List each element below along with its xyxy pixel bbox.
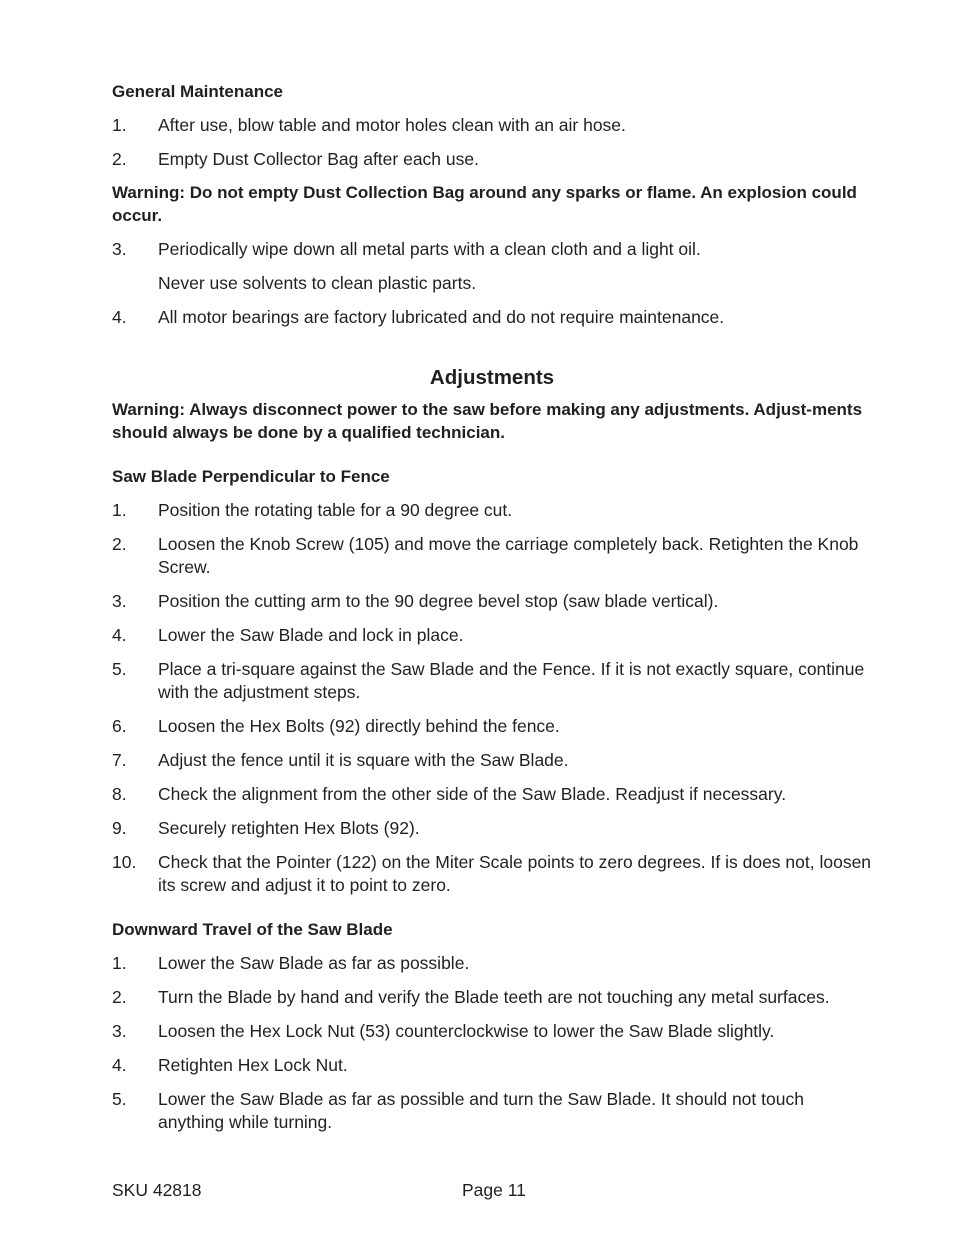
list-item-number: 5. (112, 1089, 127, 1109)
list-item (112, 952, 872, 975)
list-item-text: Place a tri-square against the Saw Blade and the Fence. If it is not exactly square, continue with the adjustment steps. (158, 659, 865, 702)
page-number: Page 11 (462, 1180, 526, 1200)
list-item-number: 4. (112, 307, 127, 327)
list-item-number: 7. (112, 750, 127, 770)
list-item (112, 1088, 872, 1134)
list-item-number: 4. (112, 625, 127, 645)
list-item-number: 4. (112, 1055, 127, 1075)
dust-bag-warning: Warning: Do not empty Dust Collection Bag around any sparks or flame. An explosion could occur. (112, 183, 857, 225)
list-item (112, 590, 872, 613)
list-item-text: Position the rotating table for a 90 degree cut. (158, 500, 513, 520)
list-item (112, 533, 872, 579)
general-maintenance-heading: General Maintenance (112, 82, 284, 101)
list-item-text: Position the cutting arm to the 90 degree bevel stop (saw blade vertical). (158, 591, 719, 611)
list-item (112, 1054, 872, 1077)
list-item-number: 1. (112, 500, 127, 520)
perpendicular-heading: Saw Blade Perpendicular to Fence (112, 467, 390, 486)
list-item (112, 749, 872, 772)
list-item-number: 9. (112, 818, 127, 838)
list-item (112, 658, 872, 704)
list-item-text: Empty Dust Collector Bag after each use. (158, 149, 479, 169)
list-item-text: Retighten Hex Lock Nut. (158, 1055, 348, 1075)
list-item (112, 1020, 872, 1043)
perpendicular-list (112, 499, 872, 897)
list-item (112, 986, 872, 1009)
list-item-text: Turn the Blade by hand and verify the Blade teeth are not touching any metal surfaces. (158, 987, 830, 1007)
list-item-text: Check the alignment from the other side of the Saw Blade. Readjust if necessary. (158, 784, 787, 804)
list-item-number: 3. (112, 591, 127, 611)
list-item-number: 6. (112, 716, 127, 736)
list-item-number: 8. (112, 784, 127, 804)
list-item-text: After use, blow table and motor holes clean with an air hose. (158, 115, 626, 135)
list-item-number: 5. (112, 659, 127, 679)
list-item-text: Check that the Pointer (122) on the Miter Scale points to zero degrees. If is does not, loosen its screw and adjust it to point to zero. (158, 852, 872, 895)
list-item-number: 3. (112, 1021, 127, 1041)
list-item-text: Lower the Saw Blade as far as possible and turn the Saw Blade. It should not touch anything while turning. (158, 1089, 804, 1132)
list-item-number: 3. (112, 239, 127, 259)
list-item (112, 783, 872, 806)
list-item-number: 1. (112, 953, 127, 973)
sku-number: SKU 42818 (112, 1180, 202, 1200)
manual-page (112, 81, 872, 1145)
list-item-number: 10. (112, 852, 137, 872)
list-item-text: Periodically wipe down all metal parts with a clean cloth and a light oil. (158, 239, 701, 259)
list-item-number: 1. (112, 115, 127, 135)
list-item-number: 2. (112, 987, 127, 1007)
list-item-text: Adjust the fence until it is square with the Saw Blade. (158, 750, 569, 770)
downward-travel-list (112, 952, 872, 1134)
list-item-number: 2. (112, 149, 127, 169)
list-item (112, 851, 872, 897)
list-item (112, 306, 872, 329)
list-item-text: Loosen the Knob Screw (105) and move the carriage completely back. Retighten the Knob Screw. (158, 534, 859, 577)
list-item-text: All motor bearings are factory lubricated and do not require maintenance. (158, 307, 725, 327)
list-item-text: Lower the Saw Blade as far as possible. (158, 953, 470, 973)
list-item (112, 817, 872, 840)
downward-travel-heading: Downward Travel of the Saw Blade (112, 920, 393, 939)
list-item-number: 2. (112, 534, 127, 554)
list-item-text: Lower the Saw Blade and lock in place. (158, 625, 464, 645)
list-item-continuation: Never use solvents to clean plastic parts. (158, 273, 477, 293)
list-item (112, 499, 872, 522)
list-item (112, 114, 872, 137)
list-item-text: Securely retighten Hex Blots (92). (158, 818, 420, 838)
page-footer (112, 1179, 872, 1203)
list-item (112, 148, 872, 171)
list-item (112, 238, 872, 261)
power-disconnect-warning: Warning: Always disconnect power to the saw before making any adjustments. Adjust-ments should always be done by a qualified technician. (112, 400, 863, 442)
list-item-text: Loosen the Hex Bolts (92) directly behind the fence. (158, 716, 560, 736)
list-item-text: Loosen the Hex Lock Nut (53) counterclockwise to lower the Saw Blade slightly. (158, 1021, 775, 1041)
list-item (112, 715, 872, 738)
adjustments-title: Adjustments (429, 366, 555, 389)
list-item (112, 624, 872, 647)
